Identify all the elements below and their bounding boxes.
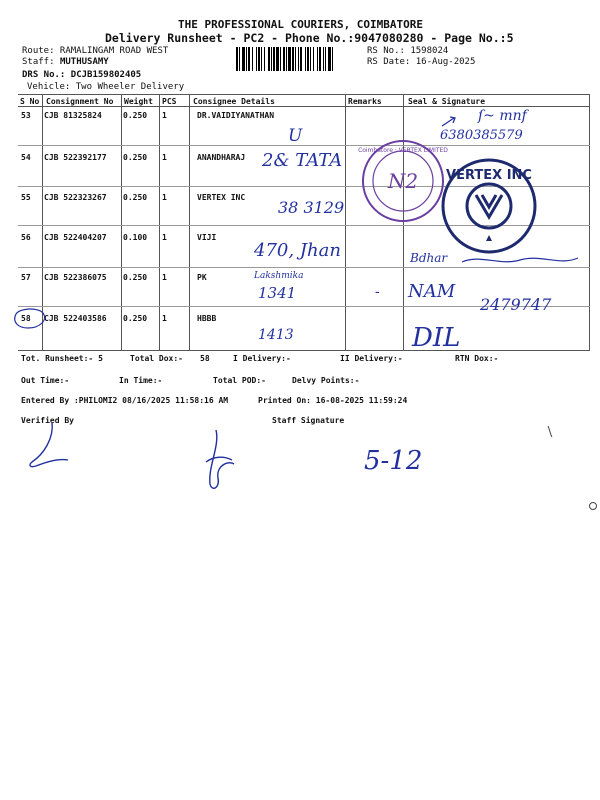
row-sno: 53 (21, 111, 31, 120)
row-consignee: VIJI (197, 233, 217, 242)
row-sno: 55 (21, 193, 31, 202)
route-text: Route: RAMALINGAM ROAD WEST (22, 46, 169, 56)
row-weight: 0.250 (123, 314, 148, 323)
vertex-inc-stamp (438, 155, 540, 257)
header-bottom-border (18, 106, 590, 107)
col-pcs: PCS (162, 97, 177, 106)
row-consignment: CJB 522403586 (44, 314, 107, 323)
out-time: Out Time:- (21, 376, 70, 385)
company-title: THE PROFESSIONAL COURIERS, COIMBATORE (178, 18, 424, 31)
col-divider (345, 94, 346, 350)
entered-by: Entered By :PHILOMI2 08/16/2025 11:58:16 AM (21, 396, 229, 405)
tot-runsheet: Tot. Runsheet:- 5 (21, 354, 103, 363)
staff-label: Staff: (22, 57, 60, 67)
row56-signature-tail (460, 252, 580, 268)
row-pcs: 1 (162, 153, 167, 162)
row57-name: Lakshmika (254, 271, 304, 281)
row-consignee: DR.VAIDIYANATHAN (197, 111, 275, 120)
col-consignee: Consignee Details (193, 97, 275, 106)
row-sno: 58 (21, 314, 31, 323)
runsheet-subtitle: Delivery Runsheet - PC2 - Phone No.:9047080280 - Page No.:5 (105, 31, 514, 45)
row57-dash: - (375, 284, 380, 300)
row57-signature: NAM (408, 281, 456, 302)
row-consignment: CJB 522404207 (44, 233, 107, 242)
row-consignee: VERTEX INC (197, 193, 246, 202)
row53-scribble: ſ~ mnf (478, 108, 527, 124)
table-bottom-border (18, 350, 590, 351)
col-divider (589, 94, 590, 350)
in-time: In Time:- (119, 376, 163, 385)
row-consignment: CJB 522386075 (44, 273, 107, 282)
staff-signature-label: Staff Signature (272, 416, 345, 425)
vehicle-text: Vehicle: Two Wheeler Delivery (27, 82, 185, 92)
margin-circle-icon (588, 500, 598, 512)
drs-line (22, 70, 141, 80)
row54-note: 2& TATA (262, 150, 343, 171)
row53-phone: 6380385579 (440, 128, 523, 143)
tick-mark-icon (544, 424, 558, 440)
stamp-ring-text: Coimbatore · VERTEX LIMITED (358, 147, 448, 154)
vertex-stamp-text: VERTEX INC (446, 168, 532, 183)
row-pcs: 1 (162, 314, 167, 323)
verified-by: Verified By (21, 416, 74, 425)
total-dox-label: Total Dox:- (130, 354, 183, 363)
row-consignment: CJB 522323267 (44, 193, 107, 202)
row-consignee: PK (197, 273, 207, 282)
col-sno: S No (20, 97, 40, 106)
col-divider (189, 94, 190, 350)
table-top-border (18, 94, 590, 95)
row57-number: 1341 (258, 284, 297, 302)
row56-note: 470, Jhan (254, 240, 341, 261)
ii-delivery: II Delivery:- (340, 354, 403, 363)
printed-on: Printed On: 16-08-2025 11:59:24 (258, 396, 408, 405)
row55-note: 38 3129 (278, 198, 345, 217)
row-consignment: CJB 522392177 (44, 153, 107, 162)
row-weight: 0.250 (123, 273, 148, 282)
col-seal: Seal & Signature (408, 97, 486, 106)
round-company-stamp (358, 136, 448, 226)
row-consignee: HBBB (197, 314, 217, 323)
col-divider (121, 94, 122, 350)
i-delivery: I Delivery:- (233, 354, 291, 363)
row58-number: 1413 (258, 327, 294, 343)
staff-value: MUTHUSAMY (59, 57, 109, 67)
row-weight: 0.250 (123, 111, 148, 120)
row-weight: 0.250 (123, 153, 148, 162)
row-sno: 57 (21, 273, 31, 282)
row-sno: 54 (21, 153, 31, 162)
row-weight: 0.250 (123, 193, 148, 202)
drs-value: DCJB159802405 (70, 70, 142, 80)
row58-signature: DIL (412, 323, 461, 353)
total-pod: Total POD:- (213, 376, 266, 385)
col-divider (159, 94, 160, 350)
total-dox-value: 58 (200, 354, 210, 363)
star-icon (486, 235, 492, 241)
row-pcs: 1 (162, 193, 167, 202)
circled-mark-icon (10, 306, 50, 332)
col-consignment: Consignment No (46, 97, 114, 106)
drs-label: DRS No.: (22, 70, 71, 80)
row-pcs: 1 (162, 273, 167, 282)
row54-mark: U (288, 126, 303, 146)
col-remarks: Remarks (348, 97, 382, 106)
verifier-signature-icon (24, 420, 74, 472)
stamp-initials: N2 (387, 169, 419, 193)
col-weight: Weight (124, 97, 153, 106)
row-consignment: CJB 81325824 (44, 111, 102, 120)
rs-no: RS No.: 1598024 (367, 46, 449, 56)
rs-date: RS Date: 16-Aug-2025 (367, 57, 476, 67)
delvy-points: Delvy Points:- (292, 376, 360, 385)
row-weight: 0.100 (123, 233, 148, 242)
staff-signature-icon (198, 426, 248, 496)
row-sno: 56 (21, 233, 31, 242)
row-divider (18, 145, 590, 146)
row-pcs: 1 (162, 233, 167, 242)
row57-phone: 2479747 (480, 295, 552, 314)
bottom-handwritten-note: 5-12 (364, 446, 423, 476)
row-pcs: 1 (162, 111, 167, 120)
row-consignee: ANANDHARAJ (197, 153, 246, 162)
barcode (236, 47, 358, 71)
row56-signature: Bdhar (410, 251, 448, 265)
rtn-dox: RTN Dox:- (455, 354, 499, 363)
staff-line (22, 57, 109, 67)
